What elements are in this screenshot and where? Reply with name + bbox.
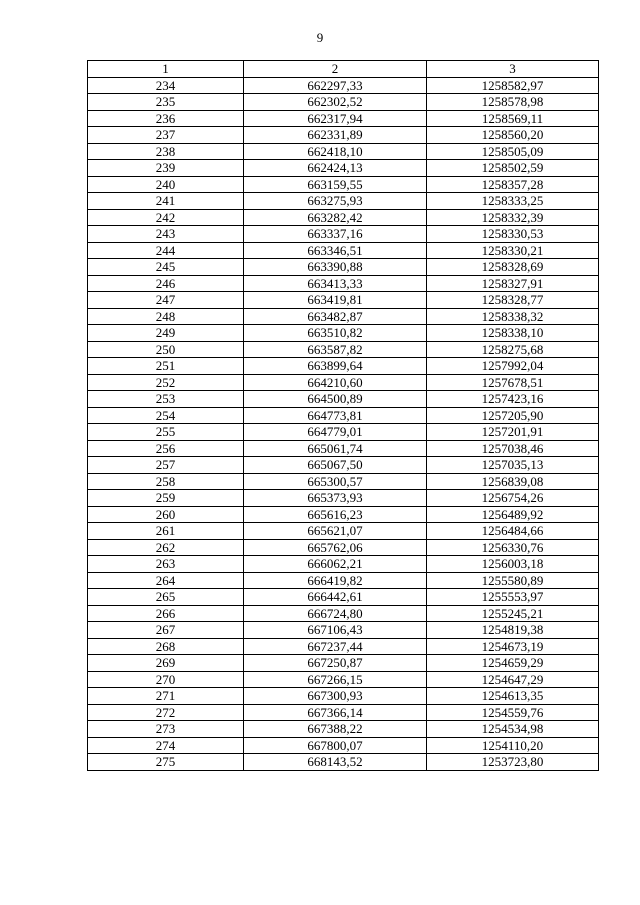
cell-y-coordinate: 1254613,35 — [427, 688, 599, 705]
cell-x-coordinate: 665067,50 — [244, 457, 427, 474]
cell-point-number: 258 — [88, 473, 244, 490]
cell-y-coordinate: 1258357,28 — [427, 176, 599, 193]
cell-y-coordinate: 1257423,16 — [427, 391, 599, 408]
cell-point-number: 240 — [88, 176, 244, 193]
cell-x-coordinate: 663282,42 — [244, 209, 427, 226]
cell-y-coordinate: 1257678,51 — [427, 374, 599, 391]
cell-point-number: 241 — [88, 193, 244, 210]
table-row — [88, 308, 599, 325]
cell-point-number: 267 — [88, 622, 244, 639]
table-row — [88, 457, 599, 474]
table-row — [88, 589, 599, 606]
cell-y-coordinate: 1254673,19 — [427, 638, 599, 655]
cell-y-coordinate: 1254819,38 — [427, 622, 599, 639]
cell-y-coordinate: 1257201,91 — [427, 424, 599, 441]
header-cell-x-coordinate: 2 — [244, 61, 427, 78]
table-row — [88, 391, 599, 408]
cell-point-number: 251 — [88, 358, 244, 375]
table-row — [88, 671, 599, 688]
table-row — [88, 721, 599, 738]
cell-x-coordinate: 668143,52 — [244, 754, 427, 771]
table-row — [88, 754, 599, 771]
cell-point-number: 242 — [88, 209, 244, 226]
cell-point-number: 252 — [88, 374, 244, 391]
cell-x-coordinate: 665373,93 — [244, 490, 427, 507]
cell-x-coordinate: 662331,89 — [244, 127, 427, 144]
cell-x-coordinate: 666419,82 — [244, 572, 427, 589]
cell-point-number: 235 — [88, 94, 244, 111]
cell-x-coordinate: 663390,88 — [244, 259, 427, 276]
cell-x-coordinate: 667250,87 — [244, 655, 427, 672]
cell-point-number: 237 — [88, 127, 244, 144]
cell-y-coordinate: 1258578,98 — [427, 94, 599, 111]
table-row — [88, 193, 599, 210]
table-row — [88, 490, 599, 507]
cell-point-number: 243 — [88, 226, 244, 243]
cell-x-coordinate: 663899,64 — [244, 358, 427, 375]
cell-y-coordinate: 1258505,09 — [427, 143, 599, 160]
cell-y-coordinate: 1253723,80 — [427, 754, 599, 771]
cell-y-coordinate: 1256754,26 — [427, 490, 599, 507]
table-row — [88, 655, 599, 672]
cell-point-number: 263 — [88, 556, 244, 573]
cell-y-coordinate: 1258328,69 — [427, 259, 599, 276]
cell-point-number: 239 — [88, 160, 244, 177]
table-row — [88, 688, 599, 705]
cell-x-coordinate: 663275,93 — [244, 193, 427, 210]
table-row — [88, 176, 599, 193]
cell-point-number: 266 — [88, 605, 244, 622]
cell-x-coordinate: 663159,55 — [244, 176, 427, 193]
cell-x-coordinate: 664773,81 — [244, 407, 427, 424]
cell-point-number: 238 — [88, 143, 244, 160]
cell-x-coordinate: 665061,74 — [244, 440, 427, 457]
table-row — [88, 523, 599, 540]
table-row — [88, 638, 599, 655]
cell-y-coordinate: 1258582,97 — [427, 77, 599, 94]
header-cell-point-number: 1 — [88, 61, 244, 78]
table-row — [88, 473, 599, 490]
cell-x-coordinate: 666442,61 — [244, 589, 427, 606]
table-row — [88, 424, 599, 441]
table-row — [88, 292, 599, 309]
cell-x-coordinate: 664779,01 — [244, 424, 427, 441]
cell-x-coordinate: 663346,51 — [244, 242, 427, 259]
cell-x-coordinate: 666062,21 — [244, 556, 427, 573]
header-cell-y-coordinate: 3 — [427, 61, 599, 78]
cell-point-number: 245 — [88, 259, 244, 276]
cell-point-number: 272 — [88, 704, 244, 721]
cell-y-coordinate: 1256330,76 — [427, 539, 599, 556]
cell-y-coordinate: 1258502,59 — [427, 160, 599, 177]
cell-point-number: 244 — [88, 242, 244, 259]
cell-y-coordinate: 1254534,98 — [427, 721, 599, 738]
table-row — [88, 127, 599, 144]
cell-y-coordinate: 1256839,08 — [427, 473, 599, 490]
cell-x-coordinate: 667266,15 — [244, 671, 427, 688]
cell-y-coordinate: 1258338,10 — [427, 325, 599, 342]
cell-point-number: 268 — [88, 638, 244, 655]
cell-x-coordinate: 665621,07 — [244, 523, 427, 540]
table-row — [88, 209, 599, 226]
cell-x-coordinate: 667366,14 — [244, 704, 427, 721]
cell-x-coordinate: 662424,13 — [244, 160, 427, 177]
cell-point-number: 257 — [88, 457, 244, 474]
table-row — [88, 556, 599, 573]
cell-point-number: 246 — [88, 275, 244, 292]
cell-x-coordinate: 662418,10 — [244, 143, 427, 160]
cell-point-number: 234 — [88, 77, 244, 94]
cell-y-coordinate: 1257035,13 — [427, 457, 599, 474]
table-row — [88, 94, 599, 111]
page-number: 9 — [316, 30, 324, 45]
cell-x-coordinate: 663510,82 — [244, 325, 427, 342]
table-row — [88, 440, 599, 457]
cell-x-coordinate: 663337,16 — [244, 226, 427, 243]
cell-point-number: 249 — [88, 325, 244, 342]
cell-point-number: 253 — [88, 391, 244, 408]
cell-y-coordinate: 1254559,76 — [427, 704, 599, 721]
cell-x-coordinate: 665300,57 — [244, 473, 427, 490]
cell-point-number: 259 — [88, 490, 244, 507]
table-row — [88, 143, 599, 160]
cell-x-coordinate: 662302,52 — [244, 94, 427, 111]
cell-y-coordinate: 1258330,21 — [427, 242, 599, 259]
cell-point-number: 273 — [88, 721, 244, 738]
table-row — [88, 737, 599, 754]
cell-point-number: 269 — [88, 655, 244, 672]
cell-x-coordinate: 662317,94 — [244, 110, 427, 127]
cell-y-coordinate: 1258338,32 — [427, 308, 599, 325]
cell-y-coordinate: 1257038,46 — [427, 440, 599, 457]
cell-x-coordinate: 667388,22 — [244, 721, 427, 738]
table-row — [88, 407, 599, 424]
cell-point-number: 254 — [88, 407, 244, 424]
cell-point-number: 255 — [88, 424, 244, 441]
cell-point-number: 250 — [88, 341, 244, 358]
cell-point-number: 261 — [88, 523, 244, 540]
cell-y-coordinate: 1258328,77 — [427, 292, 599, 309]
cell-point-number: 270 — [88, 671, 244, 688]
table-row — [88, 374, 599, 391]
table-header — [88, 61, 599, 78]
cell-y-coordinate: 1256489,92 — [427, 506, 599, 523]
cell-point-number: 247 — [88, 292, 244, 309]
cell-x-coordinate: 667800,07 — [244, 737, 427, 754]
cell-point-number: 262 — [88, 539, 244, 556]
cell-y-coordinate: 1254110,20 — [427, 737, 599, 754]
cell-point-number: 275 — [88, 754, 244, 771]
table-row — [88, 110, 599, 127]
cell-y-coordinate: 1254659,29 — [427, 655, 599, 672]
cell-y-coordinate: 1256484,66 — [427, 523, 599, 540]
cell-x-coordinate: 664210,60 — [244, 374, 427, 391]
cell-x-coordinate: 662297,33 — [244, 77, 427, 94]
cell-point-number: 265 — [88, 589, 244, 606]
cell-y-coordinate: 1255580,89 — [427, 572, 599, 589]
cell-x-coordinate: 663587,82 — [244, 341, 427, 358]
cell-y-coordinate: 1258569,11 — [427, 110, 599, 127]
cell-point-number: 260 — [88, 506, 244, 523]
cell-x-coordinate: 663419,81 — [244, 292, 427, 309]
cell-y-coordinate: 1256003,18 — [427, 556, 599, 573]
cell-point-number: 256 — [88, 440, 244, 457]
table-body — [88, 77, 599, 770]
cell-x-coordinate: 663482,87 — [244, 308, 427, 325]
cell-x-coordinate: 665616,23 — [244, 506, 427, 523]
table-row — [88, 704, 599, 721]
cell-x-coordinate: 666724,80 — [244, 605, 427, 622]
cell-point-number: 271 — [88, 688, 244, 705]
cell-point-number: 264 — [88, 572, 244, 589]
cell-point-number: 274 — [88, 737, 244, 754]
table-row — [88, 325, 599, 342]
cell-y-coordinate: 1258560,20 — [427, 127, 599, 144]
table-row — [88, 242, 599, 259]
cell-point-number: 236 — [88, 110, 244, 127]
cell-x-coordinate: 665762,06 — [244, 539, 427, 556]
coordinates-table — [87, 60, 599, 771]
table-row — [88, 259, 599, 276]
cell-y-coordinate: 1258333,25 — [427, 193, 599, 210]
table-row — [88, 275, 599, 292]
table-row — [88, 226, 599, 243]
cell-y-coordinate: 1257205,90 — [427, 407, 599, 424]
table-row — [88, 572, 599, 589]
cell-y-coordinate: 1258332,39 — [427, 209, 599, 226]
cell-y-coordinate: 1254647,29 — [427, 671, 599, 688]
cell-x-coordinate: 664500,89 — [244, 391, 427, 408]
cell-x-coordinate: 667237,44 — [244, 638, 427, 655]
cell-y-coordinate: 1257992,04 — [427, 358, 599, 375]
table-row — [88, 341, 599, 358]
table-row — [88, 622, 599, 639]
cell-x-coordinate: 667300,93 — [244, 688, 427, 705]
table-row — [88, 506, 599, 523]
table-row — [88, 539, 599, 556]
cell-point-number: 248 — [88, 308, 244, 325]
table-row — [88, 358, 599, 375]
header-row — [88, 61, 599, 78]
table-row — [88, 605, 599, 622]
cell-y-coordinate: 1258275,68 — [427, 341, 599, 358]
cell-x-coordinate: 667106,43 — [244, 622, 427, 639]
cell-y-coordinate: 1258327,91 — [427, 275, 599, 292]
cell-y-coordinate: 1255245,21 — [427, 605, 599, 622]
cell-y-coordinate: 1255553,97 — [427, 589, 599, 606]
table-row — [88, 160, 599, 177]
cell-x-coordinate: 663413,33 — [244, 275, 427, 292]
table-row — [88, 77, 599, 94]
cell-y-coordinate: 1258330,53 — [427, 226, 599, 243]
